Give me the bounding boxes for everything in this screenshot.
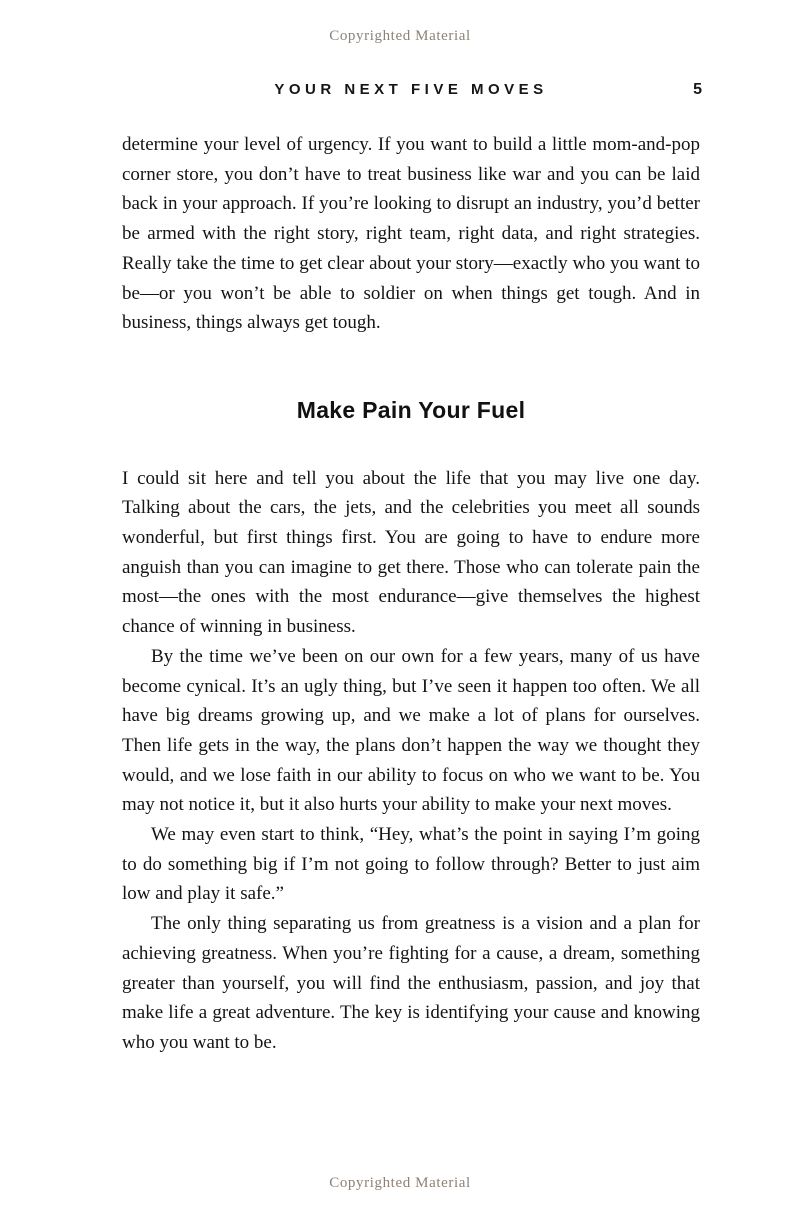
copyright-notice-top: Copyrighted Material — [329, 28, 471, 44]
copyright-notice-bottom: Copyrighted Material — [329, 1175, 471, 1191]
running-header — [122, 81, 700, 101]
paragraph: By the time we’ve been on our own for a few years, many of us have become cynical. It’s an ugly thing, but I’ve seen it happen too often. We all have big dreams growing up, and we make a lot of plans for ourselves. Then life gets in the way, the plans don’t happen the way we thought they would, and we lose faith in our ability to focus on who we want to be. You may not notice it, but it also hurts your ability to make your next moves. — [122, 645, 700, 816]
page-number: 5 — [693, 81, 702, 98]
section-heading: Make Pain Your Fuel — [296, 396, 526, 423]
paragraph: We may even start to think, “Hey, what’s the point in saying I’m going to do something big if I’m not going to follow through? Better to just aim low and play it safe.” — [122, 824, 700, 905]
paragraph: determine your level of urgency. If you want to build a little mom-and-pop corner store, you don’t have to treat business like war and you can be laid back in your approach. If you’re looking to disrupt an industry, you’d better be armed with the right story, right team, right data, and right strategies. Really take the time to get clear about your story—exactly who you want to be—or you won’t be able to soldier on when things get tough. And in business, things always get tough. — [122, 134, 700, 334]
paragraph: I could sit here and tell you about the life that you may live one day. Talking about the cars, the jets, and the celebrities you meet all sounds wonderful, but first things first. You are going to have to endure more anguish than you can imagine to get there. Those who can tolerate pain the most—the ones with the most endurance—give themselves the highest chance of winning in business. — [122, 467, 700, 638]
page-body — [122, 130, 700, 1058]
running-header-title: YOUR NEXT FIVE MOVES — [274, 81, 548, 98]
paragraph: The only thing separating us from greatness is a vision and a plan for achieving greatness. When you’re fighting for a cause, a dream, something greater than yourself, you will find the enthusiasm, passion, and joy that make life a great adventure. The key is identifying your cause and knowing who you want to be. — [122, 913, 700, 1053]
